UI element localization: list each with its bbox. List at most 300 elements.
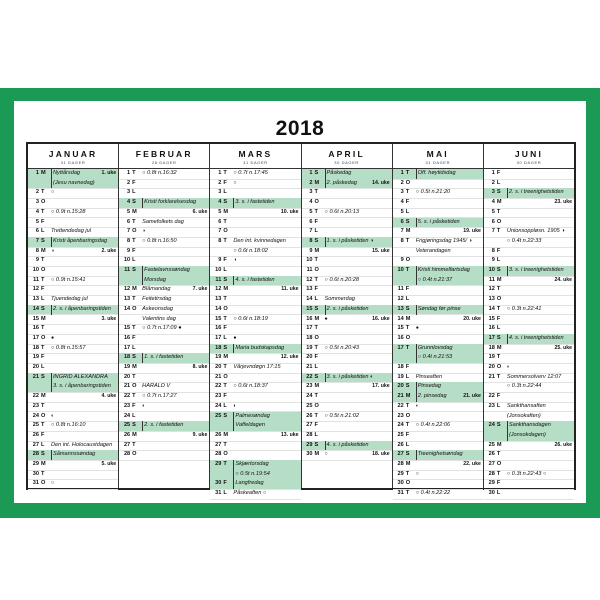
day-number: 6 — [309, 218, 313, 225]
day-number: 27 — [32, 441, 39, 448]
weekday-letter: M — [314, 451, 320, 458]
day-number: 19 — [306, 344, 313, 351]
weekday-letter: T — [41, 257, 45, 264]
day-number: 16 — [123, 334, 131, 341]
weekday-letter: L — [496, 402, 501, 409]
weekday-letter: L — [405, 208, 410, 215]
day-number: 9 — [491, 257, 495, 264]
day-note: 3. s. i påsketiden ◐ — [325, 373, 374, 383]
weekday-letter: T — [41, 470, 45, 477]
month-name: JUNI — [514, 149, 544, 159]
weekday-letter: T — [132, 237, 136, 244]
weekday-letter: S — [314, 170, 319, 176]
day-note: ○ 0.8t n.15:57 — [51, 344, 86, 351]
day-note: 1. s. i påsketiden ◑ — [325, 237, 374, 247]
day-number: 3 — [309, 189, 313, 196]
day-number: 2 — [491, 179, 495, 186]
day-note: 4. s. i fastetiden — [233, 276, 282, 286]
weekday-letter: M — [223, 431, 229, 438]
day-number: 8 — [218, 237, 222, 244]
month-column-januar — [28, 144, 119, 488]
weekday-letter: O — [41, 267, 46, 273]
day-number: 24 — [215, 402, 222, 409]
year-title: 2018 — [275, 117, 325, 140]
week-number: 18. uke — [372, 451, 390, 458]
day-note: Sommersolverv 12:07 — [506, 373, 562, 380]
day-number: 8 — [491, 247, 495, 254]
weekday-letter: M — [41, 315, 46, 322]
day-number: 15 — [488, 315, 495, 322]
weekday-letter: L — [223, 402, 227, 409]
weekday-letter: T — [223, 461, 227, 467]
day-note: 4. s. i treenighetstiden — [507, 334, 556, 344]
weekday-letter: O — [41, 412, 46, 419]
day-number: 5 — [309, 208, 313, 215]
week-number: 11. uke — [281, 286, 299, 293]
weekday-letter: O — [132, 383, 137, 390]
month-header — [484, 144, 574, 169]
weekday-letter: O — [405, 412, 411, 419]
day-number: 7 — [491, 228, 495, 235]
day-number: 4 — [127, 199, 131, 206]
month-name: APRIL — [328, 149, 365, 159]
weekday-letter: F — [132, 179, 136, 186]
day-number: 23 — [397, 412, 404, 419]
day-note: 3. s. i fastetiden — [233, 198, 282, 208]
week-number: 13. uke — [280, 431, 299, 438]
day-note: ○ 0.6t n.20:13 — [324, 208, 359, 215]
weekday-letter: M — [496, 344, 502, 351]
day-number: 3 — [35, 199, 39, 206]
week-number: 7. uke — [192, 286, 208, 293]
weekday-letter: L — [41, 296, 45, 303]
day-number: 14 — [123, 305, 131, 312]
weekday-letter: T — [132, 170, 136, 176]
day-row — [393, 489, 483, 500]
weekday-letter: M — [314, 247, 320, 254]
weekday-letter: T — [223, 237, 227, 244]
day-number: 8 — [35, 247, 39, 254]
weekday-letter: S — [314, 305, 319, 312]
weekday-letter: F — [223, 257, 227, 264]
day-number: 15 — [306, 305, 313, 312]
day-number: 1 — [309, 170, 313, 176]
weekday-letter: F — [496, 247, 501, 254]
half-year-calendar-table — [26, 142, 576, 497]
day-number: 29 — [32, 461, 39, 467]
day-number: 10 — [488, 267, 495, 273]
day-number: 4 — [35, 208, 39, 215]
weekday-letter: F — [314, 354, 318, 361]
day-note: ○ 0.8t n.16:10 — [51, 422, 86, 429]
weekday-letter: L — [496, 490, 501, 497]
day-number: 12 — [32, 286, 39, 293]
day-number: 16 — [397, 334, 404, 341]
day-note: Såmannssøndag — [51, 450, 100, 460]
day-note: Kristi åpenbaringsdag — [51, 237, 100, 247]
weekday-letter: S — [496, 267, 501, 273]
day-number: 13 — [488, 296, 495, 303]
day-number: 1 — [35, 170, 39, 176]
weekday-letter: O — [223, 451, 228, 458]
day-row — [28, 479, 118, 490]
week-number: 14. uke — [372, 179, 390, 186]
day-note: Samefolkets dag — [142, 218, 184, 225]
weekday-letter: S — [41, 373, 45, 380]
weekday-letter: T — [405, 170, 410, 176]
weekday-letter: L — [41, 364, 45, 370]
weekday-letter: T — [132, 218, 136, 225]
weekday-letter: O — [405, 334, 411, 341]
weekday-letter: T — [496, 451, 501, 458]
day-note: ○ 0.4t n.22:22 — [415, 490, 451, 497]
day-number: 25 — [488, 441, 495, 448]
day-note: ○ 0.7t n.17:45 — [233, 170, 268, 176]
weekday-letter: L — [496, 257, 501, 264]
day-number: 5 — [491, 208, 495, 215]
week-number: 9. uke — [192, 431, 208, 438]
weekday-letter: O — [314, 199, 319, 206]
day-number: 24 — [306, 393, 313, 400]
day-number: 19 — [123, 364, 131, 370]
week-number: 25. uke — [554, 344, 573, 351]
weekday-letter: O — [405, 179, 411, 186]
day-note: ○ 0.6t n.18:19 — [233, 315, 268, 322]
weekday-letter: T — [314, 276, 318, 283]
weekday-letter: L — [405, 296, 410, 303]
day-number: 14 — [306, 296, 313, 303]
weekday-letter: F — [41, 286, 45, 293]
day-number: 25 — [32, 422, 39, 429]
day-note: Valentins dag — [142, 315, 176, 322]
week-number: 10. uke — [280, 208, 299, 215]
day-number: 2 — [309, 179, 313, 186]
weekday-letter: T — [223, 170, 227, 176]
weekday-letter: L — [41, 441, 45, 448]
day-number: 26 — [397, 441, 404, 448]
moon-phase-icon: ○ — [324, 451, 328, 458]
day-number: 24 — [488, 422, 495, 429]
weekday-letter: T — [496, 228, 501, 235]
weekday-letter: O — [132, 451, 137, 458]
weekday-letter: T — [223, 315, 227, 322]
weekday-letter: T — [132, 373, 136, 380]
day-note: Sankthansaften — [506, 402, 546, 409]
day-number: 23 — [215, 393, 222, 400]
weekday-letter: S — [223, 276, 228, 283]
day-note: 2. s. i fastetiden — [142, 421, 191, 431]
weekday-letter: L — [223, 189, 227, 196]
day-number: 12 — [488, 286, 495, 293]
weekday-letter: T — [405, 325, 410, 332]
weekday-letter: T — [132, 393, 136, 400]
day-note: ○ 0.7t n.17:27 — [142, 393, 177, 400]
day-number: 28 — [215, 451, 222, 458]
weekday-letter: T — [314, 344, 318, 351]
day-note: 5. s. i påsketiden — [416, 218, 465, 228]
weekday-letter: T — [314, 412, 318, 419]
day-note: Kristi forklarelsesdag — [142, 198, 191, 208]
day-number: 22 — [397, 402, 404, 409]
weekday-letter: F — [405, 286, 410, 293]
weekday-letter: M — [41, 393, 46, 400]
day-note: 2. s. i påsketiden — [325, 305, 374, 315]
weekday-letter: T — [132, 296, 136, 303]
day-number: 25 — [123, 422, 131, 429]
day-note: Skjærtorsdag — [233, 460, 282, 470]
day-note: Veterandagen — [415, 247, 451, 254]
day-number: 17 — [397, 344, 404, 351]
day-note: Den int. kvinnedagen — [233, 237, 286, 244]
day-number: 18 — [215, 344, 222, 351]
week-number: 20. uke — [463, 315, 481, 322]
weekday-letter: T — [496, 373, 501, 380]
weekday-letter: L — [405, 373, 410, 380]
day-number: 11 — [488, 276, 495, 283]
day-note: ○ 0.5t n.21:20 — [415, 189, 451, 196]
day-number: 27 — [306, 422, 313, 429]
day-number: 17 — [306, 325, 313, 332]
day-number: 22 — [123, 393, 131, 400]
day-number: 18 — [123, 354, 131, 361]
month-header — [302, 144, 392, 169]
weekday-letter: L — [132, 257, 136, 264]
day-number: 26 — [488, 451, 495, 458]
day-note: Sankthansdagen — [507, 421, 556, 431]
day-number: 20 — [32, 364, 39, 370]
day-number: 24 — [123, 412, 131, 419]
weekday-letter: F — [223, 393, 227, 400]
day-number: 19 — [488, 354, 495, 361]
day-number: 21 — [488, 373, 495, 380]
weekday-letter: S — [496, 422, 501, 429]
weekday-letter: F — [223, 179, 227, 186]
day-number: 19 — [215, 354, 222, 361]
weekday-letter: M — [41, 461, 46, 467]
day-number: 16 — [32, 325, 39, 332]
day-note: ○ 0.3t n.22:44 — [506, 383, 542, 390]
weekday-letter: L — [496, 179, 501, 186]
day-number: 10 — [397, 267, 404, 273]
week-number: 15. uke — [372, 247, 390, 254]
week-number: 5. uke — [101, 461, 117, 467]
weekday-letter: F — [496, 315, 501, 322]
day-note: HARALD V — [142, 383, 171, 390]
day-number: 6 — [400, 218, 404, 225]
day-number: 6 — [491, 218, 495, 225]
day-number: 20 — [215, 364, 222, 370]
day-number: 30 — [306, 451, 313, 458]
day-number: 15 — [32, 315, 39, 322]
weekday-letter: T — [405, 237, 410, 244]
weekday-letter: T — [314, 325, 318, 332]
moon-phase-icon: ◐ — [233, 402, 237, 409]
day-number: 1 — [127, 170, 131, 176]
weekday-letter: T — [496, 286, 501, 293]
weekday-letter: T — [405, 490, 410, 497]
day-number: 6 — [35, 228, 39, 235]
day-note: Pinsedag — [416, 382, 465, 392]
day-note: ○ 0.4t n.21:37 — [416, 276, 465, 286]
month-name: JANUAR — [48, 149, 98, 159]
day-number: 8 — [400, 237, 404, 244]
moon-phase-icon: ◐ — [415, 402, 419, 409]
day-number: 25 — [215, 412, 222, 419]
day-note: ○ 0.3t n.22:41 — [506, 305, 542, 312]
day-number: 3 — [491, 189, 495, 196]
weekday-letter: T — [405, 402, 410, 409]
weekday-letter: L — [41, 228, 45, 235]
moon-phase-icon: ○ — [51, 480, 55, 487]
weekday-letter: F — [496, 170, 501, 176]
day-number: 25 — [306, 402, 313, 409]
day-note: 2. påskedag — [325, 179, 374, 189]
weekday-letter: T — [496, 354, 501, 361]
day-note: ○ 0.6t n.20:28 — [324, 276, 359, 283]
weekday-letter: F — [132, 334, 136, 341]
weekday-letter: T — [223, 296, 227, 303]
weekday-letter: F — [314, 422, 318, 429]
day-number: 15 — [215, 315, 222, 322]
month-header — [210, 144, 300, 169]
weekday-letter: O — [132, 228, 137, 235]
month-header — [119, 144, 209, 169]
day-number: 26 — [123, 431, 131, 438]
weekday-letter: S — [41, 305, 45, 312]
day-number: 23 — [32, 402, 39, 409]
day-note: Frigjøringsdag 1945/ ◑ — [415, 237, 472, 244]
day-number: 4 — [491, 199, 495, 206]
day-note: Grunnlovsdag — [416, 344, 465, 354]
weekday-letter: M — [314, 179, 320, 186]
moon-phase-icon: ○ — [233, 179, 237, 186]
weekday-letter: M — [496, 441, 502, 448]
day-number: 8 — [127, 237, 131, 244]
weekday-letter: M — [41, 247, 46, 254]
week-number: 6. uke — [192, 208, 208, 215]
month-day-count: 28 DAGER — [151, 160, 177, 165]
day-note: 2. s. i åpenbaringstiden — [51, 305, 100, 315]
weekday-letter: L — [314, 228, 318, 235]
day-number: 21 — [215, 373, 222, 380]
day-note: Kristi himmelfartsdag — [416, 266, 465, 276]
day-number: 4 — [309, 199, 313, 206]
day-number: 28 — [32, 451, 39, 458]
week-number: 26. uke — [554, 441, 573, 448]
day-number: 3 — [127, 189, 131, 196]
month-day-count: 30 DAGER — [516, 160, 542, 165]
day-number: 18 — [32, 344, 39, 351]
weekday-letter: T — [405, 470, 410, 477]
month-name: FEBRUAR — [135, 149, 193, 159]
day-note: Maria budskapsdag — [233, 344, 282, 354]
day-note: (Jesu navnedag) — [51, 179, 100, 189]
weekday-letter: O — [496, 364, 502, 370]
day-note: ○ 0.4t n.22:33 — [506, 237, 542, 244]
moon-phase-icon: ◐ — [51, 412, 55, 419]
week-number: 2. uke — [101, 247, 117, 254]
month-header — [393, 144, 483, 169]
day-number: 20 — [488, 364, 495, 370]
weekday-letter: F — [41, 431, 45, 438]
day-number: 28 — [397, 461, 404, 467]
weekday-letter: M — [405, 393, 411, 400]
day-row — [119, 450, 209, 461]
day-number: 1 — [400, 170, 404, 176]
weekday-letter: S — [314, 237, 319, 244]
day-number: 28 — [488, 470, 495, 477]
day-number: 11 — [215, 276, 222, 283]
day-number: 1 — [218, 170, 222, 176]
moon-phase-icon: ◑ — [142, 228, 146, 235]
day-number: 15 — [123, 325, 131, 332]
weekday-letter: O — [496, 296, 502, 303]
day-number: 7 — [400, 228, 404, 235]
weekday-letter: S — [314, 373, 319, 380]
day-note: Søndag før pinse — [416, 305, 465, 315]
day-number: 29 — [488, 480, 495, 487]
day-number: 14 — [488, 305, 495, 312]
weekday-letter: O — [496, 218, 502, 225]
weekday-letter: M — [132, 364, 137, 370]
month-column-juni — [484, 144, 574, 497]
day-note: Tjuendedag jul — [51, 296, 88, 303]
day-number: 26 — [215, 431, 222, 438]
day-number: 13 — [397, 305, 404, 312]
weekday-letter: T — [41, 422, 45, 429]
day-note: Feitetirsdag — [142, 296, 172, 303]
day-number: 29 — [306, 441, 313, 448]
weekday-letter: M — [314, 383, 320, 390]
day-number: 2 — [400, 179, 404, 186]
day-number: 20 — [306, 354, 313, 361]
day-number: 7 — [127, 228, 131, 235]
weekday-letter: S — [223, 199, 228, 206]
month-day-count: 30 DAGER — [334, 160, 359, 165]
day-number: 12 — [306, 276, 313, 283]
weekday-letter: F — [132, 402, 136, 409]
weekday-letter: M — [314, 315, 320, 322]
day-number: 26 — [32, 431, 39, 438]
weekday-letter: T — [223, 383, 227, 390]
week-number: 4. uke — [101, 393, 117, 400]
day-number: 16 — [215, 325, 222, 332]
weekday-letter: S — [405, 383, 410, 390]
weekday-letter: S — [132, 354, 136, 361]
weekday-letter: O — [405, 257, 411, 264]
day-number: 10 — [32, 267, 39, 273]
weekday-letter: S — [314, 441, 319, 448]
weekday-letter: F — [496, 393, 501, 400]
moon-phase-icon: ○ — [51, 189, 55, 196]
day-note: ○ 0.9t n.15:28 — [51, 208, 86, 215]
weekday-letter: S — [132, 267, 136, 273]
day-number: 11 — [306, 267, 313, 273]
day-number: 6 — [218, 218, 222, 225]
weekday-letter: S — [496, 334, 501, 341]
weekday-letter: T — [314, 257, 318, 264]
day-number: 21 — [123, 383, 131, 390]
day-note: Pinseaften — [415, 373, 443, 380]
weekday-letter: T — [405, 267, 410, 273]
day-number: 6 — [127, 218, 131, 225]
week-number: 23. uke — [554, 199, 573, 206]
day-number: 12 — [215, 286, 222, 293]
weekday-letter: T — [496, 470, 501, 477]
week-number: 21. uke — [463, 393, 481, 400]
day-number: 11 — [33, 276, 39, 283]
day-note: ○ 0.6t n.18:37 — [233, 383, 268, 390]
